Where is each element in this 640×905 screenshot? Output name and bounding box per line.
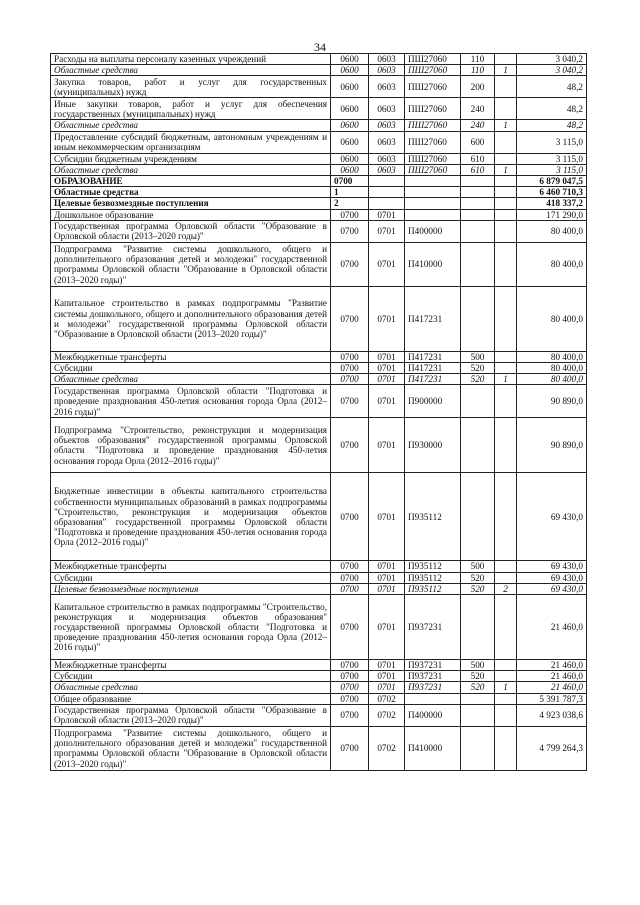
row-source-code: 2: [495, 583, 517, 594]
row-section-code: 0700: [331, 561, 369, 572]
row-name: Межбюджетные трансферты: [51, 561, 331, 572]
row-source-code: [495, 363, 517, 374]
row-name: Субсидии бюджетным учреждениям: [51, 153, 331, 164]
row-name: Областные средства: [51, 682, 331, 693]
row-name: Подпрограмма "Развитие системы дошкольного, общего и дополнительного образования детей и молодежи" государственной программы Орловской области "Образование в Орловской области (2013–2020 годы)": [51, 726, 331, 770]
row-expense-type: 520: [461, 583, 495, 594]
row-source-code: [495, 131, 517, 153]
row-name: Иные закупки товаров, работ и услуг для обеспечения государственных (муниципальных) нужд: [51, 98, 331, 120]
table-row: [51, 693, 587, 704]
row-target-article: ПШ27060: [405, 76, 461, 98]
table-row: [51, 286, 587, 351]
row-subsection-code: 0701: [369, 660, 405, 671]
row-amount: 6 879 047,5: [517, 176, 587, 187]
row-amount: 5 391 787,3: [517, 693, 587, 704]
row-amount: 4 923 038,6: [517, 704, 587, 726]
row-name: Субсидии: [51, 671, 331, 682]
row-section-code: 0600: [331, 65, 369, 76]
row-source-code: 1: [495, 120, 517, 131]
table-row: [51, 704, 587, 726]
row-subsection-code: 0701: [369, 363, 405, 374]
row-section-code: 1: [331, 187, 369, 198]
row-target-article: П417231: [405, 351, 461, 362]
row-amount: 80 400,0: [517, 242, 587, 286]
row-expense-type: 610: [461, 164, 495, 175]
table-row: [51, 164, 587, 175]
row-section-code: 0700: [331, 374, 369, 385]
row-name: Субсидии: [51, 363, 331, 374]
row-section-code: 0700: [331, 595, 369, 660]
row-source-code: [495, 176, 517, 187]
row-subsection-code: 0603: [369, 131, 405, 153]
row-name: Капитальное строительство в рамках подпрограммы "Развитие системы дошкольного, общего и дополнительного образования детей и молодежи" государственной программы Орловской области "Образование в Орловской области (2013–2020 годы)": [51, 286, 331, 351]
table-row: [51, 351, 587, 362]
row-expense-type: 610: [461, 153, 495, 164]
row-section-code: 0700: [331, 572, 369, 583]
row-expense-type: 240: [461, 98, 495, 120]
row-source-code: [495, 286, 517, 351]
row-section-code: 0700: [331, 693, 369, 704]
row-section-code: 0600: [331, 98, 369, 120]
row-source-code: [495, 418, 517, 473]
row-subsection-code: 0603: [369, 76, 405, 98]
table-row: [51, 187, 587, 198]
row-source-code: [495, 76, 517, 98]
row-target-article: П935112: [405, 572, 461, 583]
row-name: Общее образование: [51, 693, 331, 704]
row-subsection-code: [369, 198, 405, 209]
row-expense-type: [461, 176, 495, 187]
row-section-code: 0700: [331, 242, 369, 286]
row-source-code: [495, 187, 517, 198]
table-row: [51, 561, 587, 572]
row-name: Государственная программа Орловской области "Образование в Орловской области (2013–2020 годы)": [51, 704, 331, 726]
budget-table: [50, 53, 587, 771]
row-target-article: П935112: [405, 583, 461, 594]
row-section-code: 0600: [331, 131, 369, 153]
row-target-article: [405, 187, 461, 198]
row-section-code: 0700: [331, 660, 369, 671]
row-amount: 80 400,0: [517, 286, 587, 351]
row-source-code: [495, 660, 517, 671]
table-row: [51, 726, 587, 770]
row-expense-type: 600: [461, 131, 495, 153]
row-source-code: [495, 54, 517, 65]
row-subsection-code: 0702: [369, 726, 405, 770]
row-name: Областные средства: [51, 65, 331, 76]
table-row: [51, 595, 587, 660]
row-name: Целевые безвозмездные поступления: [51, 583, 331, 594]
row-subsection-code: 0701: [369, 595, 405, 660]
row-target-article: П400000: [405, 704, 461, 726]
row-expense-type: [461, 220, 495, 242]
table-row: [51, 374, 587, 385]
row-amount: 69 430,0: [517, 583, 587, 594]
row-amount: 3 115,0: [517, 131, 587, 153]
row-section-code: 0700: [331, 209, 369, 220]
row-name: Областные средства: [51, 164, 331, 175]
row-expense-type: 500: [461, 561, 495, 572]
row-target-article: П937231: [405, 660, 461, 671]
row-expense-type: 520: [461, 374, 495, 385]
row-subsection-code: 0701: [369, 209, 405, 220]
row-source-code: [495, 671, 517, 682]
row-section-code: 0600: [331, 76, 369, 98]
row-section-code: 0700: [331, 286, 369, 351]
row-expense-type: 520: [461, 682, 495, 693]
row-target-article: П417231: [405, 363, 461, 374]
table-row: [51, 418, 587, 473]
row-name: Межбюджетные трансферты: [51, 351, 331, 362]
row-amount: 69 430,0: [517, 473, 587, 561]
table-row: [51, 209, 587, 220]
table-row: [51, 120, 587, 131]
table-row: [51, 76, 587, 98]
row-source-code: [495, 242, 517, 286]
row-name: Целевые безвозмездные поступления: [51, 198, 331, 209]
row-subsection-code: 0701: [369, 374, 405, 385]
table-row: [51, 583, 587, 594]
row-target-article: П937231: [405, 682, 461, 693]
row-source-code: 1: [495, 164, 517, 175]
row-name: ОБРАЗОВАНИЕ: [51, 176, 331, 187]
row-amount: 80 400,0: [517, 374, 587, 385]
row-section-code: 0600: [331, 164, 369, 175]
row-expense-type: [461, 242, 495, 286]
row-amount: 48,2: [517, 120, 587, 131]
row-subsection-code: 0701: [369, 572, 405, 583]
row-subsection-code: 0603: [369, 65, 405, 76]
row-source-code: [495, 473, 517, 561]
row-subsection-code: 0701: [369, 418, 405, 473]
row-subsection-code: 0603: [369, 164, 405, 175]
row-source-code: [495, 220, 517, 242]
row-section-code: 0700: [331, 682, 369, 693]
row-source-code: [495, 198, 517, 209]
row-amount: 80 400,0: [517, 363, 587, 374]
row-target-article: П900000: [405, 385, 461, 418]
row-section-code: 0700: [331, 671, 369, 682]
row-expense-type: 110: [461, 65, 495, 76]
row-section-code: 0700: [331, 583, 369, 594]
row-name: Дошкольное образование: [51, 209, 331, 220]
row-amount: 69 430,0: [517, 572, 587, 583]
row-source-code: [495, 351, 517, 362]
row-section-code: 0700: [331, 418, 369, 473]
table-row: [51, 220, 587, 242]
row-name: Бюджетные инвестиции в объекты капитального строительства собственности муниципальных образований в рамках подпрограммы "Строительство, реконструкция и модернизация объектов образования" государственной программы Орловской области "Подготовка и проведение празднования 450-летия основания города Орла (2012–2016 годы)": [51, 473, 331, 561]
row-subsection-code: 0701: [369, 351, 405, 362]
row-section-code: 2: [331, 198, 369, 209]
row-amount: 90 890,0: [517, 418, 587, 473]
row-expense-type: [461, 187, 495, 198]
row-subsection-code: 0701: [369, 473, 405, 561]
row-amount: 418 337,2: [517, 198, 587, 209]
table-row: [51, 54, 587, 65]
row-source-code: [495, 704, 517, 726]
row-expense-type: [461, 693, 495, 704]
row-target-article: ПШ27060: [405, 131, 461, 153]
row-target-article: П410000: [405, 726, 461, 770]
row-expense-type: 500: [461, 660, 495, 671]
row-target-article: ПШ27060: [405, 65, 461, 76]
row-source-code: 1: [495, 374, 517, 385]
row-expense-type: 520: [461, 671, 495, 682]
row-subsection-code: [369, 187, 405, 198]
row-amount: 171 290,0: [517, 209, 587, 220]
row-name: Расходы на выплаты персоналу казенных учреждений: [51, 54, 331, 65]
row-source-code: [495, 209, 517, 220]
row-subsection-code: 0701: [369, 682, 405, 693]
row-subsection-code: 0702: [369, 704, 405, 726]
row-target-article: ПШ27060: [405, 54, 461, 65]
row-name: Областные средства: [51, 187, 331, 198]
table-row: [51, 682, 587, 693]
row-amount: 21 460,0: [517, 682, 587, 693]
row-amount: 48,2: [517, 98, 587, 120]
row-amount: 3 115,0: [517, 153, 587, 164]
row-section-code: 0700: [331, 220, 369, 242]
row-amount: 6 460 710,3: [517, 187, 587, 198]
row-expense-type: [461, 385, 495, 418]
row-amount: 3 040,2: [517, 54, 587, 65]
row-expense-type: [461, 418, 495, 473]
row-section-code: 0700: [331, 385, 369, 418]
row-target-article: ПШ27060: [405, 164, 461, 175]
row-expense-type: [461, 473, 495, 561]
row-subsection-code: 0603: [369, 153, 405, 164]
table-row: [51, 153, 587, 164]
table-row: [51, 363, 587, 374]
row-amount: 48,2: [517, 76, 587, 98]
table-row: [51, 572, 587, 583]
row-amount: 21 460,0: [517, 671, 587, 682]
row-section-code: 0700: [331, 726, 369, 770]
row-target-article: [405, 176, 461, 187]
row-amount: 80 400,0: [517, 351, 587, 362]
row-source-code: [495, 595, 517, 660]
row-subsection-code: 0701: [369, 385, 405, 418]
row-subsection-code: 0701: [369, 583, 405, 594]
row-expense-type: 520: [461, 572, 495, 583]
row-expense-type: [461, 198, 495, 209]
row-section-code: 0700: [331, 351, 369, 362]
row-section-code: 0700: [331, 176, 369, 187]
row-target-article: ПШ27060: [405, 98, 461, 120]
row-source-code: [495, 561, 517, 572]
row-subsection-code: 0701: [369, 671, 405, 682]
row-expense-type: [461, 704, 495, 726]
page-number: 34: [314, 40, 326, 54]
row-expense-type: 520: [461, 363, 495, 374]
row-subsection-code: 0603: [369, 120, 405, 131]
row-expense-type: [461, 726, 495, 770]
row-subsection-code: 0701: [369, 561, 405, 572]
row-expense-type: 110: [461, 54, 495, 65]
row-expense-type: 200: [461, 76, 495, 98]
row-target-article: П937231: [405, 671, 461, 682]
row-name: Государственная программа Орловской области "Образование в Орловской области (2013–2020 годы)": [51, 220, 331, 242]
row-amount: 90 890,0: [517, 385, 587, 418]
row-expense-type: 500: [461, 351, 495, 362]
row-source-code: [495, 572, 517, 583]
row-source-code: [495, 726, 517, 770]
row-name: Субсидии: [51, 572, 331, 583]
row-section-code: 0700: [331, 363, 369, 374]
table-row: [51, 671, 587, 682]
row-target-article: [405, 198, 461, 209]
row-target-article: ПШ27060: [405, 153, 461, 164]
table-row: [51, 176, 587, 187]
row-target-article: П417231: [405, 286, 461, 351]
table-row: [51, 98, 587, 120]
row-name: Государственная программа Орловской области "Подготовка и проведение празднования 450-летия основания города Орла (2012–2016 годы)": [51, 385, 331, 418]
row-target-article: П930000: [405, 418, 461, 473]
row-section-code: 0700: [331, 473, 369, 561]
row-source-code: 1: [495, 65, 517, 76]
row-name: Капитальное строительство в рамках подпрограммы "Строительство, реконструкция и модернизация объектов образования" государственной программы Орловской области "Подготовка и проведение празднования 450-летия основания города Орла (2012–2016 годы)": [51, 595, 331, 660]
row-subsection-code: 0701: [369, 242, 405, 286]
row-name: Областные средства: [51, 374, 331, 385]
row-name: Закупка товаров, работ и услуг для государственных (муниципальных) нужд: [51, 76, 331, 98]
row-target-article: [405, 693, 461, 704]
row-expense-type: [461, 286, 495, 351]
row-amount: 80 400,0: [517, 220, 587, 242]
row-target-article: П400000: [405, 220, 461, 242]
row-expense-type: 240: [461, 120, 495, 131]
row-subsection-code: 0603: [369, 98, 405, 120]
row-target-article: ПШ27060: [405, 120, 461, 131]
row-target-article: [405, 209, 461, 220]
row-section-code: 0600: [331, 54, 369, 65]
table-row: [51, 473, 587, 561]
row-source-code: [495, 385, 517, 418]
row-name: Подпрограмма "Строительство, реконструкция и модернизация объектов образования" государственной программы Орловской области "Подготовка и проведение празднования 450-летия основания города Орла (2012–2016 годы)": [51, 418, 331, 473]
row-expense-type: [461, 209, 495, 220]
row-subsection-code: 0701: [369, 286, 405, 351]
row-name: Подпрограмма "Развитие системы дошкольного, общего и дополнительного образования детей и молодежи" государственной программы Орловской области "Образование в Орловской области (2013–2020 годы)": [51, 242, 331, 286]
budget-table-body: [51, 54, 587, 771]
row-amount: 21 460,0: [517, 595, 587, 660]
row-target-article: П935112: [405, 473, 461, 561]
row-subsection-code: 0701: [369, 220, 405, 242]
row-section-code: 0600: [331, 120, 369, 131]
row-name: Областные средства: [51, 120, 331, 131]
row-amount: 21 460,0: [517, 660, 587, 671]
row-subsection-code: [369, 176, 405, 187]
row-target-article: П417231: [405, 374, 461, 385]
table-row: [51, 660, 587, 671]
row-subsection-code: 0603: [369, 54, 405, 65]
row-target-article: П937231: [405, 595, 461, 660]
row-amount: 3 040,2: [517, 65, 587, 76]
row-source-code: [495, 693, 517, 704]
row-target-article: П410000: [405, 242, 461, 286]
row-amount: 4 799 264,3: [517, 726, 587, 770]
row-source-code: [495, 153, 517, 164]
table-row: [51, 131, 587, 153]
row-section-code: 0700: [331, 704, 369, 726]
table-row: [51, 198, 587, 209]
table-row: [51, 385, 587, 418]
row-subsection-code: 0702: [369, 693, 405, 704]
row-name: Межбюджетные трансферты: [51, 660, 331, 671]
row-source-code: 1: [495, 682, 517, 693]
row-expense-type: [461, 595, 495, 660]
row-source-code: [495, 98, 517, 120]
row-target-article: П935112: [405, 561, 461, 572]
table-row: [51, 65, 587, 76]
row-section-code: 0600: [331, 153, 369, 164]
table-row: [51, 242, 587, 286]
row-amount: 3 115,0: [517, 164, 587, 175]
row-name: Предоставление субсидий бюджетным, автономным учреждениям и иным некоммерческим организациям: [51, 131, 331, 153]
row-amount: 69 430,0: [517, 561, 587, 572]
